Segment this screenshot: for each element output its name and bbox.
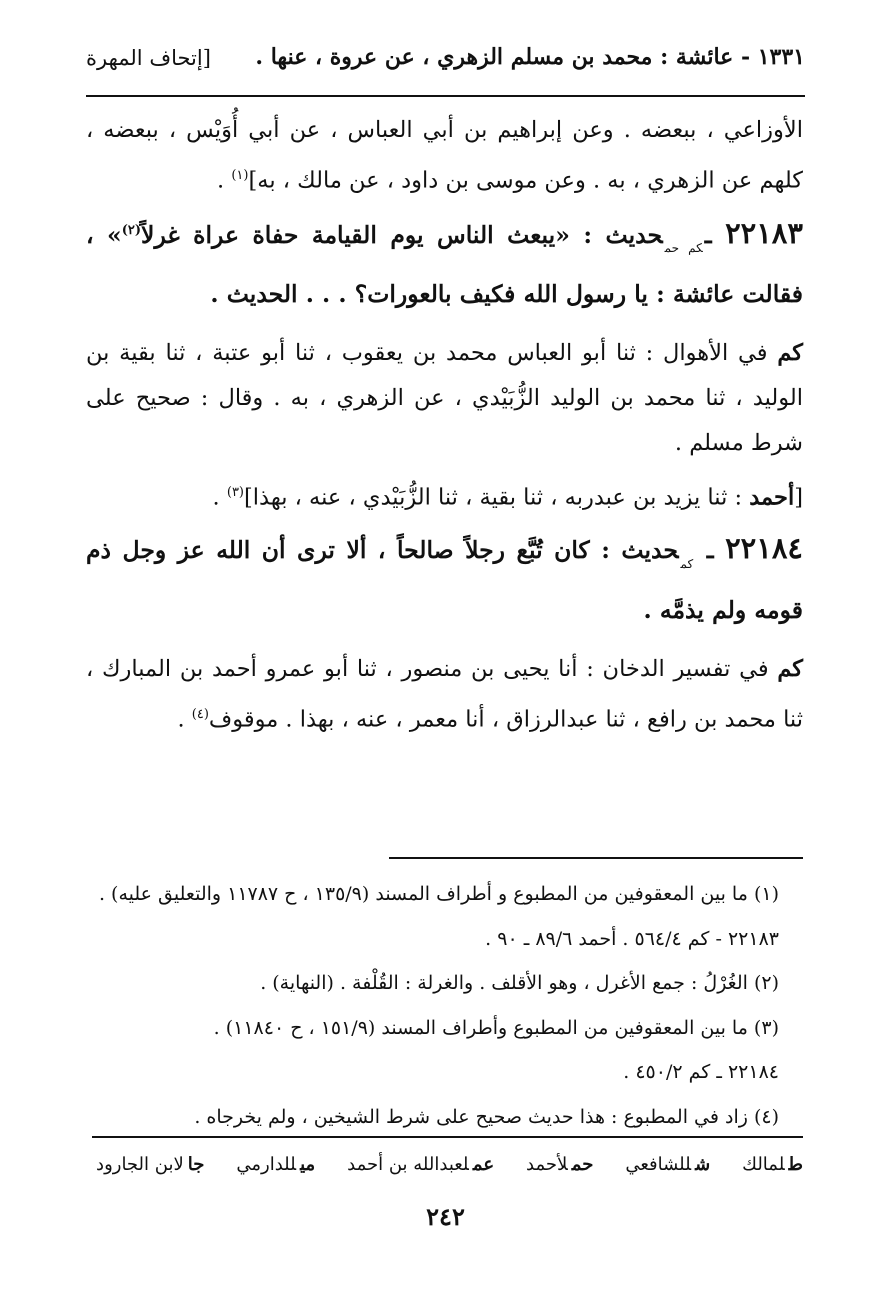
legend-abbr: ط: [788, 1154, 803, 1175]
legend-item: [526, 1148, 593, 1182]
header-divider: [86, 95, 805, 97]
legend-abbr: عم: [472, 1154, 495, 1175]
source-codes: كم حم: [664, 241, 703, 256]
text-line: الأوزاعي ، ببعضه . وعن إبراهيم بن أبي العباس ، عن أبي أُوَيْس ، ببعضه ، كلهم: [86, 117, 803, 194]
footnote: ٢٢١٨٤ ـ كم ٤٥٠/٢ .: [623, 1061, 779, 1083]
footnote: (٢) الغُرْلُ : جمع الأغرل ، وهو الأقلف . والغرلة : القُلْفة . (النهاية) .: [260, 972, 779, 994]
page-number: ٢٤٢: [426, 1202, 465, 1231]
isnad-text: في الأهوال : ثنا أبو العباس محمد بن يعقوب ، ثنا أبو عتبة ، ثنا بقية بن الوليد ، ثنا محمد بن الوليد الزُّبَيْدي ، عن الزهري ، به . وقال : صحيح على شرط مسلم .: [86, 340, 803, 457]
legend-label: للدارمي: [236, 1154, 297, 1175]
legend-divider: [92, 1136, 803, 1138]
bracket: [: [794, 484, 803, 511]
text-line: عن الزهري ، به . وعن موسى بن داود ، عن مالك ، به]: [248, 167, 753, 194]
footnote-ref: (٢): [121, 222, 142, 238]
legend-abbr: جا: [187, 1154, 205, 1175]
isnad-text: في تفسير الدخان : أنا يحيى بن منصور ، ثنا أبو عمرو أحمد بن المبارك ، ثنا محمد بن رافع ، ثنا عبدالرزاق ، أنا معمر ، عنه ، بهذا . موقوف: [86, 655, 803, 733]
legend-item: [347, 1148, 494, 1182]
legend-label: لابن الجارود: [96, 1154, 184, 1175]
footnote-divider: [389, 857, 803, 859]
footnote: ٢٢١٨٣ - كم ٥٦٤/٤ . أحمد ٨٩/٦ ـ ٩٠ .: [485, 927, 779, 950]
text-fragment: .: [217, 167, 232, 194]
legend-item: [742, 1148, 803, 1182]
footnote-ref: (٣): [226, 485, 244, 501]
footnote: (١) ما بين المعقوفين من المطبوع و أطراف المسند (١٣٥/٩ ، ح ١١٧٨٧ والتعليق عليه) .: [98, 883, 779, 905]
footnote: (٤) زاد في المطبوع : هذا حديث صحيح على شرط الشيخين ، ولم يخرجاه .: [194, 1105, 779, 1128]
main-text: [86, 108, 803, 742]
hadith-text: حديث : كان تُبَّع رجلاً صالحاً ، ألا ترى أن الله عز وجل ذم قومه ولم يذمَّه .: [86, 535, 803, 624]
legend-item: [236, 1148, 315, 1182]
legend-item: [625, 1148, 710, 1182]
footnote-ref: (٤): [191, 706, 209, 722]
legend-label: لأحمد: [526, 1154, 568, 1175]
hadith-dash: ـ: [704, 220, 726, 249]
source-codes: كم: [680, 556, 694, 571]
legend-abbr: مي: [300, 1154, 316, 1175]
paragraph-continuation: [86, 108, 803, 204]
legend-abbr: ش: [695, 1154, 711, 1175]
abbreviation-legend: [96, 1148, 803, 1182]
isnad-paragraph: [86, 331, 803, 466]
hadith-entry: [86, 525, 803, 633]
text-fragment: .: [177, 706, 192, 733]
running-header: [86, 44, 805, 84]
source-abbr: كم: [777, 340, 803, 367]
source-abbr: كم: [777, 655, 803, 682]
source-abbr: أحمد: [749, 484, 795, 511]
legend-item: [96, 1148, 204, 1182]
footnotes: [100, 872, 779, 1139]
footnote-ref: (١): [231, 168, 249, 183]
isnad-paragraph: [86, 470, 803, 521]
book-title: [إتحاف المهرة: [86, 46, 211, 70]
hadith-dash: ـ: [695, 535, 726, 564]
text-fragment: .: [212, 484, 227, 511]
isnad-text: : ثنا يزيد بن عبدربه ، ثنا بقية ، ثنا الزُّبَيْدي ، عنه ، بهذا]: [244, 484, 750, 511]
legend-label: لمالك: [742, 1154, 785, 1175]
hadith-text: حديث : «يبعث الناس يوم القيامة حفاة عراة غرلاً: [141, 220, 663, 249]
chapter-title: ١٣٣١ - عائشة : محمد بن مسلم الزهري ، عن عروة ، عنها .: [255, 44, 805, 70]
hadith-number: ٢٢١٨٣: [725, 215, 803, 250]
footnote: (٣) ما بين المعقوفين من المطبوع وأطراف المسند (١٥١/٩ ، ح ١١٨٤٠) .: [213, 1016, 779, 1039]
isnad-paragraph: [86, 647, 803, 743]
legend-label: للشافعي: [625, 1154, 692, 1175]
hadith-text: » ، فقالت عائشة : يا رسول الله فكيف بالعورات؟ . . . الحديث .: [86, 220, 803, 309]
legend-label: لعبدالله بن أحمد: [347, 1154, 469, 1175]
hadith-number: ٢٢١٨٤: [725, 530, 803, 565]
legend-abbr: حم: [571, 1154, 594, 1175]
hadith-entry: [86, 208, 803, 318]
